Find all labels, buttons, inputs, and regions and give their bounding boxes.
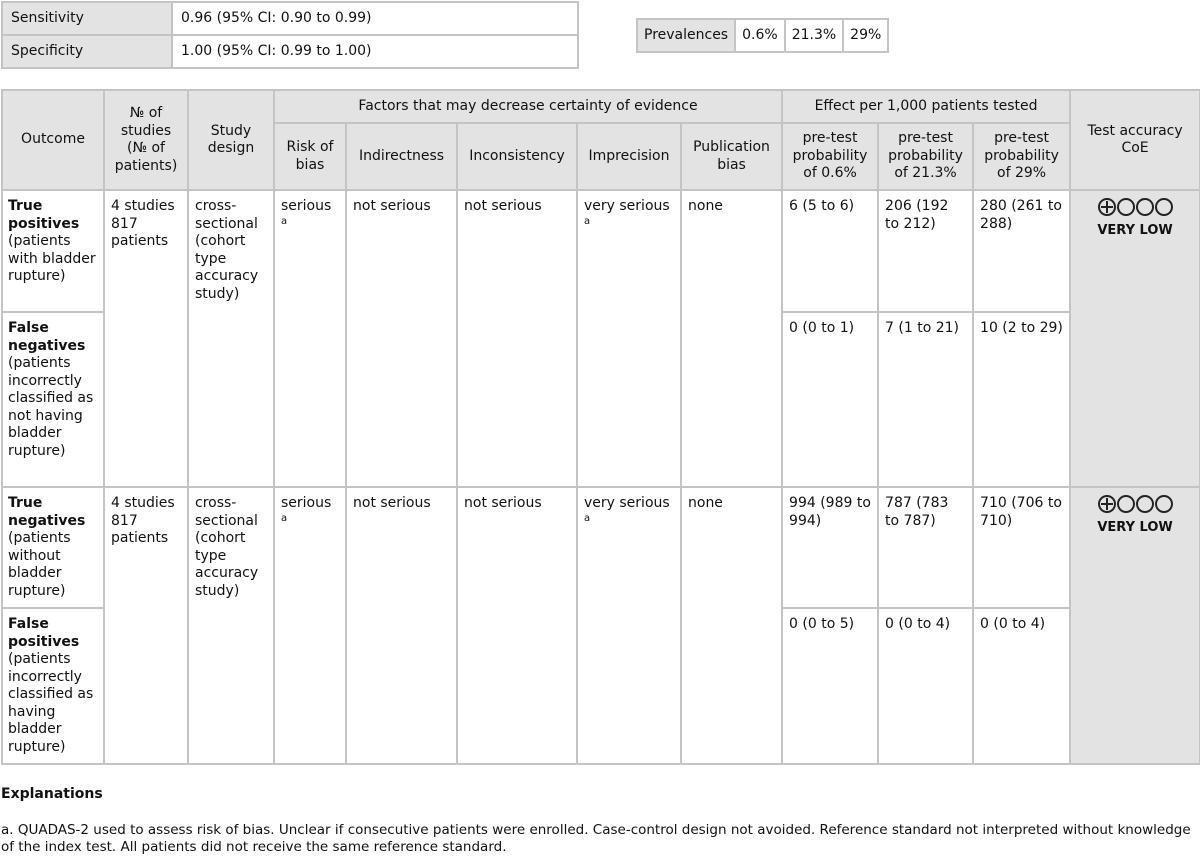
publication-bias-cell: none xyxy=(681,190,782,487)
imprecision-cell xyxy=(577,487,681,764)
inconsistency-header: Inconsistency xyxy=(457,123,577,190)
n-studies-header: № of studies (№ of patients) xyxy=(104,90,188,190)
imprecision-cell xyxy=(577,190,681,487)
certainty-rating-icon xyxy=(1098,198,1173,216)
publication-bias-header: Publication bias xyxy=(681,123,782,190)
filled-circle-icon xyxy=(1098,198,1116,216)
effect-cell: 0 (0 to 1) xyxy=(782,312,878,487)
effect-cell: 787 (783 to 787) xyxy=(878,487,973,608)
outcome-detail: (patients incorrectly classified as having bladder rupture) xyxy=(8,651,94,755)
sensitivity-label: Sensitivity xyxy=(2,2,172,35)
prevalence-value: 0.6% xyxy=(735,19,785,52)
filled-circle-icon xyxy=(1098,495,1116,513)
footnote-ref: a xyxy=(281,512,288,524)
inconsistency-cell: not serious xyxy=(457,190,577,487)
empty-circle-icon xyxy=(1117,495,1135,513)
imprecision-header: Imprecision xyxy=(577,123,681,190)
empty-circle-icon xyxy=(1155,198,1173,216)
imprecision-value: very serious xyxy=(584,198,670,214)
outcome-title: False positives xyxy=(8,616,80,650)
sensitivity-value: 0.96 (95% CI: 0.90 to 0.99) xyxy=(172,2,578,35)
empty-circle-icon xyxy=(1117,198,1135,216)
effect-header: Effect per 1,000 patients tested xyxy=(782,90,1070,123)
sensitivity-row xyxy=(2,2,578,35)
outcome-cell xyxy=(2,190,104,312)
studies-cell: 4 studies 817 patients xyxy=(104,487,188,764)
effect-cell: 0 (0 to 4) xyxy=(973,608,1070,764)
prevalence-value: 29% xyxy=(843,19,888,52)
certainty-rating-icon xyxy=(1098,495,1173,513)
publication-bias-cell: none xyxy=(681,487,782,764)
test-accuracy-header: Test accuracy CoE xyxy=(1070,90,1200,190)
effect-cell: 0 (0 to 4) xyxy=(878,608,973,764)
certainty-label: VERY LOW xyxy=(1097,222,1173,238)
pretest-header: pre-test probability of 29% xyxy=(973,123,1070,190)
outcome-title: True negatives xyxy=(8,495,86,529)
imprecision-value: very serious xyxy=(584,495,670,511)
specificity-label: Specificity xyxy=(2,35,172,68)
header-row-1 xyxy=(2,90,1200,123)
outcome-cell xyxy=(2,312,104,487)
outcome-detail: (patients incorrectly classified as not having bladder rupture) xyxy=(8,355,94,459)
prevalences-row xyxy=(637,19,888,52)
outcome-cell xyxy=(2,487,104,608)
design-cell: cross-sectional (cohort type accuracy study) xyxy=(188,487,274,764)
outcome-cell xyxy=(2,608,104,764)
risk-of-bias-cell xyxy=(274,487,346,764)
effect-cell: 206 (192 to 212) xyxy=(878,190,973,312)
pretest-header: pre-test probability of 21.3% xyxy=(878,123,973,190)
risk-of-bias-value: serious xyxy=(281,198,332,214)
footnote-ref: a xyxy=(281,215,288,227)
risk-of-bias-header: Risk of bias xyxy=(274,123,346,190)
table-row xyxy=(2,487,1200,608)
effect-cell: 710 (706 to 710) xyxy=(973,487,1070,608)
certainty-cell xyxy=(1070,487,1200,764)
certainty-label: VERY LOW xyxy=(1097,519,1173,535)
empty-circle-icon xyxy=(1136,495,1154,513)
pretest-header: pre-test probability of 0.6% xyxy=(782,123,878,190)
effect-cell: 10 (2 to 29) xyxy=(973,312,1070,487)
empty-circle-icon xyxy=(1155,495,1173,513)
specificity-row xyxy=(2,35,578,68)
footnote-ref: a xyxy=(584,215,591,227)
indirectness-cell: not serious xyxy=(346,487,457,764)
evidence-profile-table xyxy=(1,89,1200,765)
design-cell: cross-sectional (cohort type accuracy study) xyxy=(188,190,274,487)
specificity-value: 1.00 (95% CI: 0.99 to 1.00) xyxy=(172,35,578,68)
inconsistency-cell: not serious xyxy=(457,487,577,764)
indirectness-header: Indirectness xyxy=(346,123,457,190)
explanations-text: a. QUADAS-2 used to assess risk of bias. Unclear if consecutive patients were enrolled. Case-control design not avoided. Reference standard not interpreted without knowledge of the index test. All patients did not receive the same reference standard. xyxy=(1,822,1191,855)
effect-cell: 994 (989 to 994) xyxy=(782,487,878,608)
risk-of-bias-cell xyxy=(274,190,346,487)
outcome-title: True positives xyxy=(8,198,80,232)
effect-cell: 280 (261 to 288) xyxy=(973,190,1070,312)
effect-cell: 7 (1 to 21) xyxy=(878,312,973,487)
risk-of-bias-value: serious xyxy=(281,495,332,511)
indirectness-cell: not serious xyxy=(346,190,457,487)
empty-circle-icon xyxy=(1136,198,1154,216)
certainty-cell xyxy=(1070,190,1200,487)
effect-cell: 0 (0 to 5) xyxy=(782,608,878,764)
explanations-heading: Explanations xyxy=(1,786,103,802)
factors-header: Factors that may decrease certainty of evidence xyxy=(274,90,782,123)
prevalences-table xyxy=(636,18,889,53)
outcome-detail: (patients without bladder rupture) xyxy=(8,530,71,599)
outcome-header: Outcome xyxy=(2,90,104,190)
outcome-title: False negatives xyxy=(8,320,86,354)
studies-cell: 4 studies 817 patients xyxy=(104,190,188,487)
prevalences-label: Prevalences xyxy=(637,19,735,52)
outcome-detail: (patients with bladder rupture) xyxy=(8,233,96,284)
prevalence-value: 21.3% xyxy=(785,19,843,52)
effect-cell: 6 (5 to 6) xyxy=(782,190,878,312)
study-design-header: Study design xyxy=(188,90,274,190)
footnote-ref: a xyxy=(584,512,591,524)
table-row xyxy=(2,190,1200,312)
accuracy-summary-table xyxy=(1,1,579,69)
